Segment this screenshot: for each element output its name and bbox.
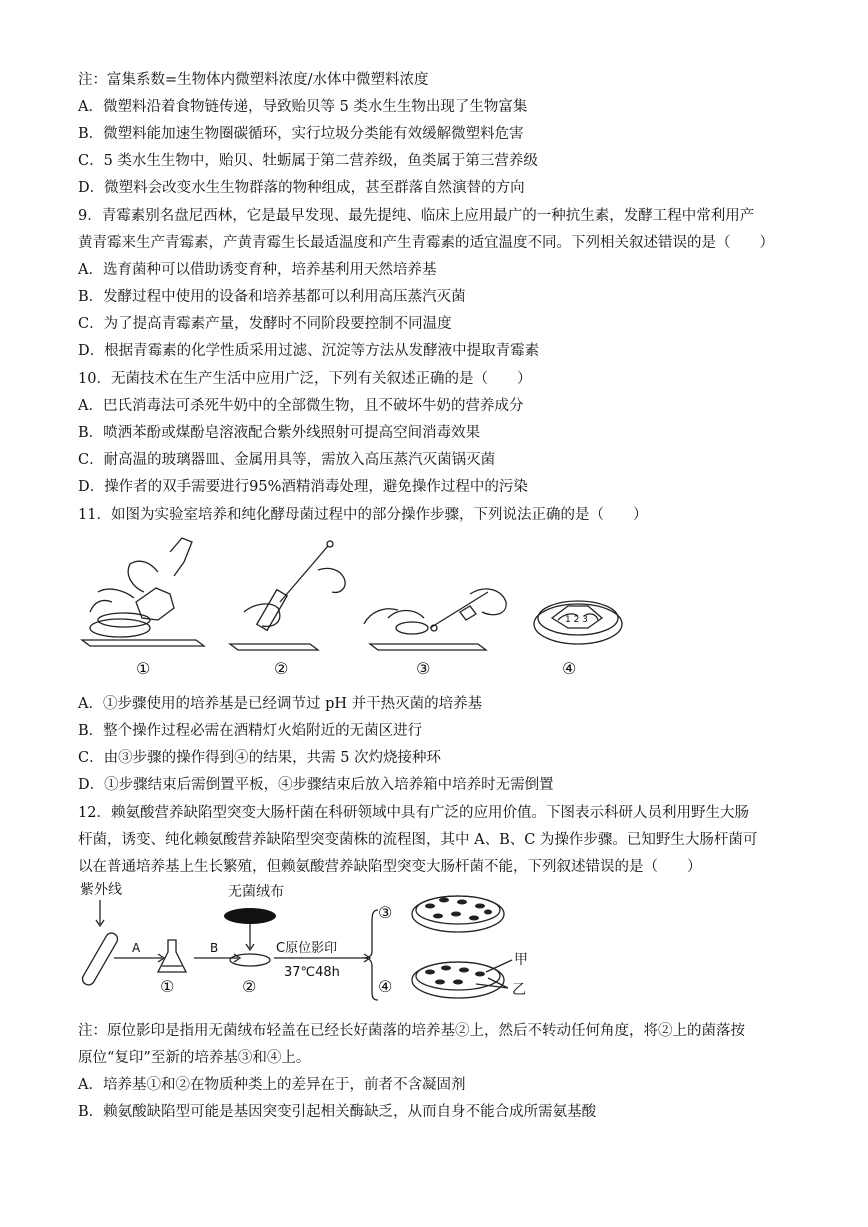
step1-pouring-plate [82,538,204,646]
label-jia: 甲 [514,952,528,968]
q12-stem-1: 12．赖氨酸营养缺陷型突变大肠杆菌在科研领域中具有广泛的应用价值。下图表示科研人员利用野生大肠 [78,805,749,821]
q12-stem-2: 杆菌，诱变、纯化赖氨酸营养缺陷型突变菌株的流程图，其中 A、B、C 为操作步骤。已知野生大肠杆菌可 [78,832,758,848]
test-tube [80,931,119,987]
q12-note-1: 注：原位影印是指用无菌绒布轻盖在已经长好菌落的培养基②上，然后不转动任何角度，将②上的菌落按 [78,1023,745,1039]
plate-3-number: ③ [378,903,393,922]
colonies-plate-3 [425,898,492,921]
step3-streaking [364,589,506,650]
q10-option-d: D．操作者的双手需要进行95%酒精消毒处理，避免操作过程中的污染 [78,479,528,495]
q10-stem: 10．无菌技术在生产生活中应用广泛，下列有关叙述正确的是（ ） [78,371,532,387]
q9-stem-1: 9．青霉素别名盘尼西林，它是最早发现、最先提纯、临床上应用最广的一种抗生素，发酵工程中常利用产 [78,208,755,224]
q12-option-b: B．赖氨酸缺陷型可能是基因突变引起相关酶缺乏，从而自身不能合成所需氨基酸 [78,1104,597,1120]
flask-1-number: ① [160,977,175,996]
q12-note-2: 原位“复印”至新的培养基③和④上。 [78,1050,311,1066]
q9-option-b: B．发酵过程中使用的设备和培养基都可以利用高压蒸汽灭菌 [78,289,466,305]
q8-option-c: C．5 类水生生物中，贻贝、牡蛎属于第二营养级，鱼类属于第三营养级 [78,153,538,169]
q8-option-d: D．微塑料会改变水生生物群落的物种组成，甚至群落自然演替的方向 [78,180,525,196]
note-q8: 注：富集系数=生物体内微塑料浓度/水体中微塑料浓度 [78,72,429,88]
step2-pipette [230,541,345,650]
plate-2-number: ② [242,977,257,996]
step-label-4: ④ [562,659,577,678]
q10-option-c: C．耐高温的玻璃器皿、金属用具等，需放入高压蒸汽灭菌锅灭菌 [78,452,496,468]
step-label-1: ① [136,659,151,678]
q12-flowchart [78,880,538,1008]
step-b-label: B [210,941,219,955]
dish-streak-numbers: 1 2 3 [565,615,588,625]
velvet-label: 无菌绒布 [228,884,284,900]
pointer-jia [486,960,512,972]
colonies-plate-4 [425,966,485,985]
q12-stem-3: 以在普通培养基上生长繁殖，但赖氨酸营养缺陷型突变大肠杆菌不能，下列叙述错误的是（ ） [78,859,702,875]
q11-option-a: A．①步骤使用的培养基是已经调节过 pH 并干热灭菌的培养基 [78,696,483,712]
plate-4-number: ④ [378,977,393,996]
q9-option-a: A．选育菌种可以借助诱变育种，培养基利用天然培养基 [78,262,437,278]
velvet-pad [224,908,276,924]
step-a-label: A [132,941,141,955]
q11-figure [78,532,638,682]
q9-option-c: C．为了提高青霉素产量，发酵时不同阶段要控制不同温度 [78,316,452,332]
q12-option-a: A．培养基①和②在物质种类上的差异在于，前者不含凝固剂 [78,1077,466,1093]
q8-option-a: A．微塑料沿着食物链传递，导致贻贝等 5 类水生生物出现了生物富集 [78,99,528,115]
flask-1 [158,940,186,972]
q11-stem: 11．如图为实验室培养和纯化酵母菌过程中的部分操作步骤，下列说法正确的是（ ） [78,507,648,523]
q9-stem-2: 黄青霉来生产青霉素，产黄青霉生长最适温度和产生青霉素的适宜温度不同。下列相关叙述错误的是（ ） [78,235,774,251]
step-label-3: ③ [416,659,431,678]
q11-option-c: C．由③步骤的操作得到④的结果，共需 5 次灼烧接种环 [78,750,442,766]
q11-option-d: D．①步骤结束后需倒置平板，④步骤结束后放入培养箱中培养时无需倒置 [78,777,554,793]
step-c-label: C原位影印 [276,941,338,956]
uv-label: 紫外线 [80,882,122,898]
q11-option-b: B．整个操作过程必需在酒精灯火焰附近的无菌区进行 [78,723,423,739]
q10-option-a: A．巴氏消毒法可杀死牛奶中的全部微生物，且不破坏牛奶的营养成分 [78,398,524,414]
label-yi: 乙 [512,982,526,998]
q10-option-b: B．喷洒苯酚或煤酚皂溶液配合紫外线照射可提高空间消毒效果 [78,425,481,441]
condition-label: 37℃48h [284,965,340,980]
q9-option-d: D．根据青霉素的化学性质采用过滤、沉淀等方法从发酵液中提取青霉素 [78,343,540,359]
q8-option-b: B．微塑料能加速生物圈碳循环，实行垃圾分类能有效缓解微塑料危害 [78,126,524,142]
step-label-2: ② [274,659,289,678]
